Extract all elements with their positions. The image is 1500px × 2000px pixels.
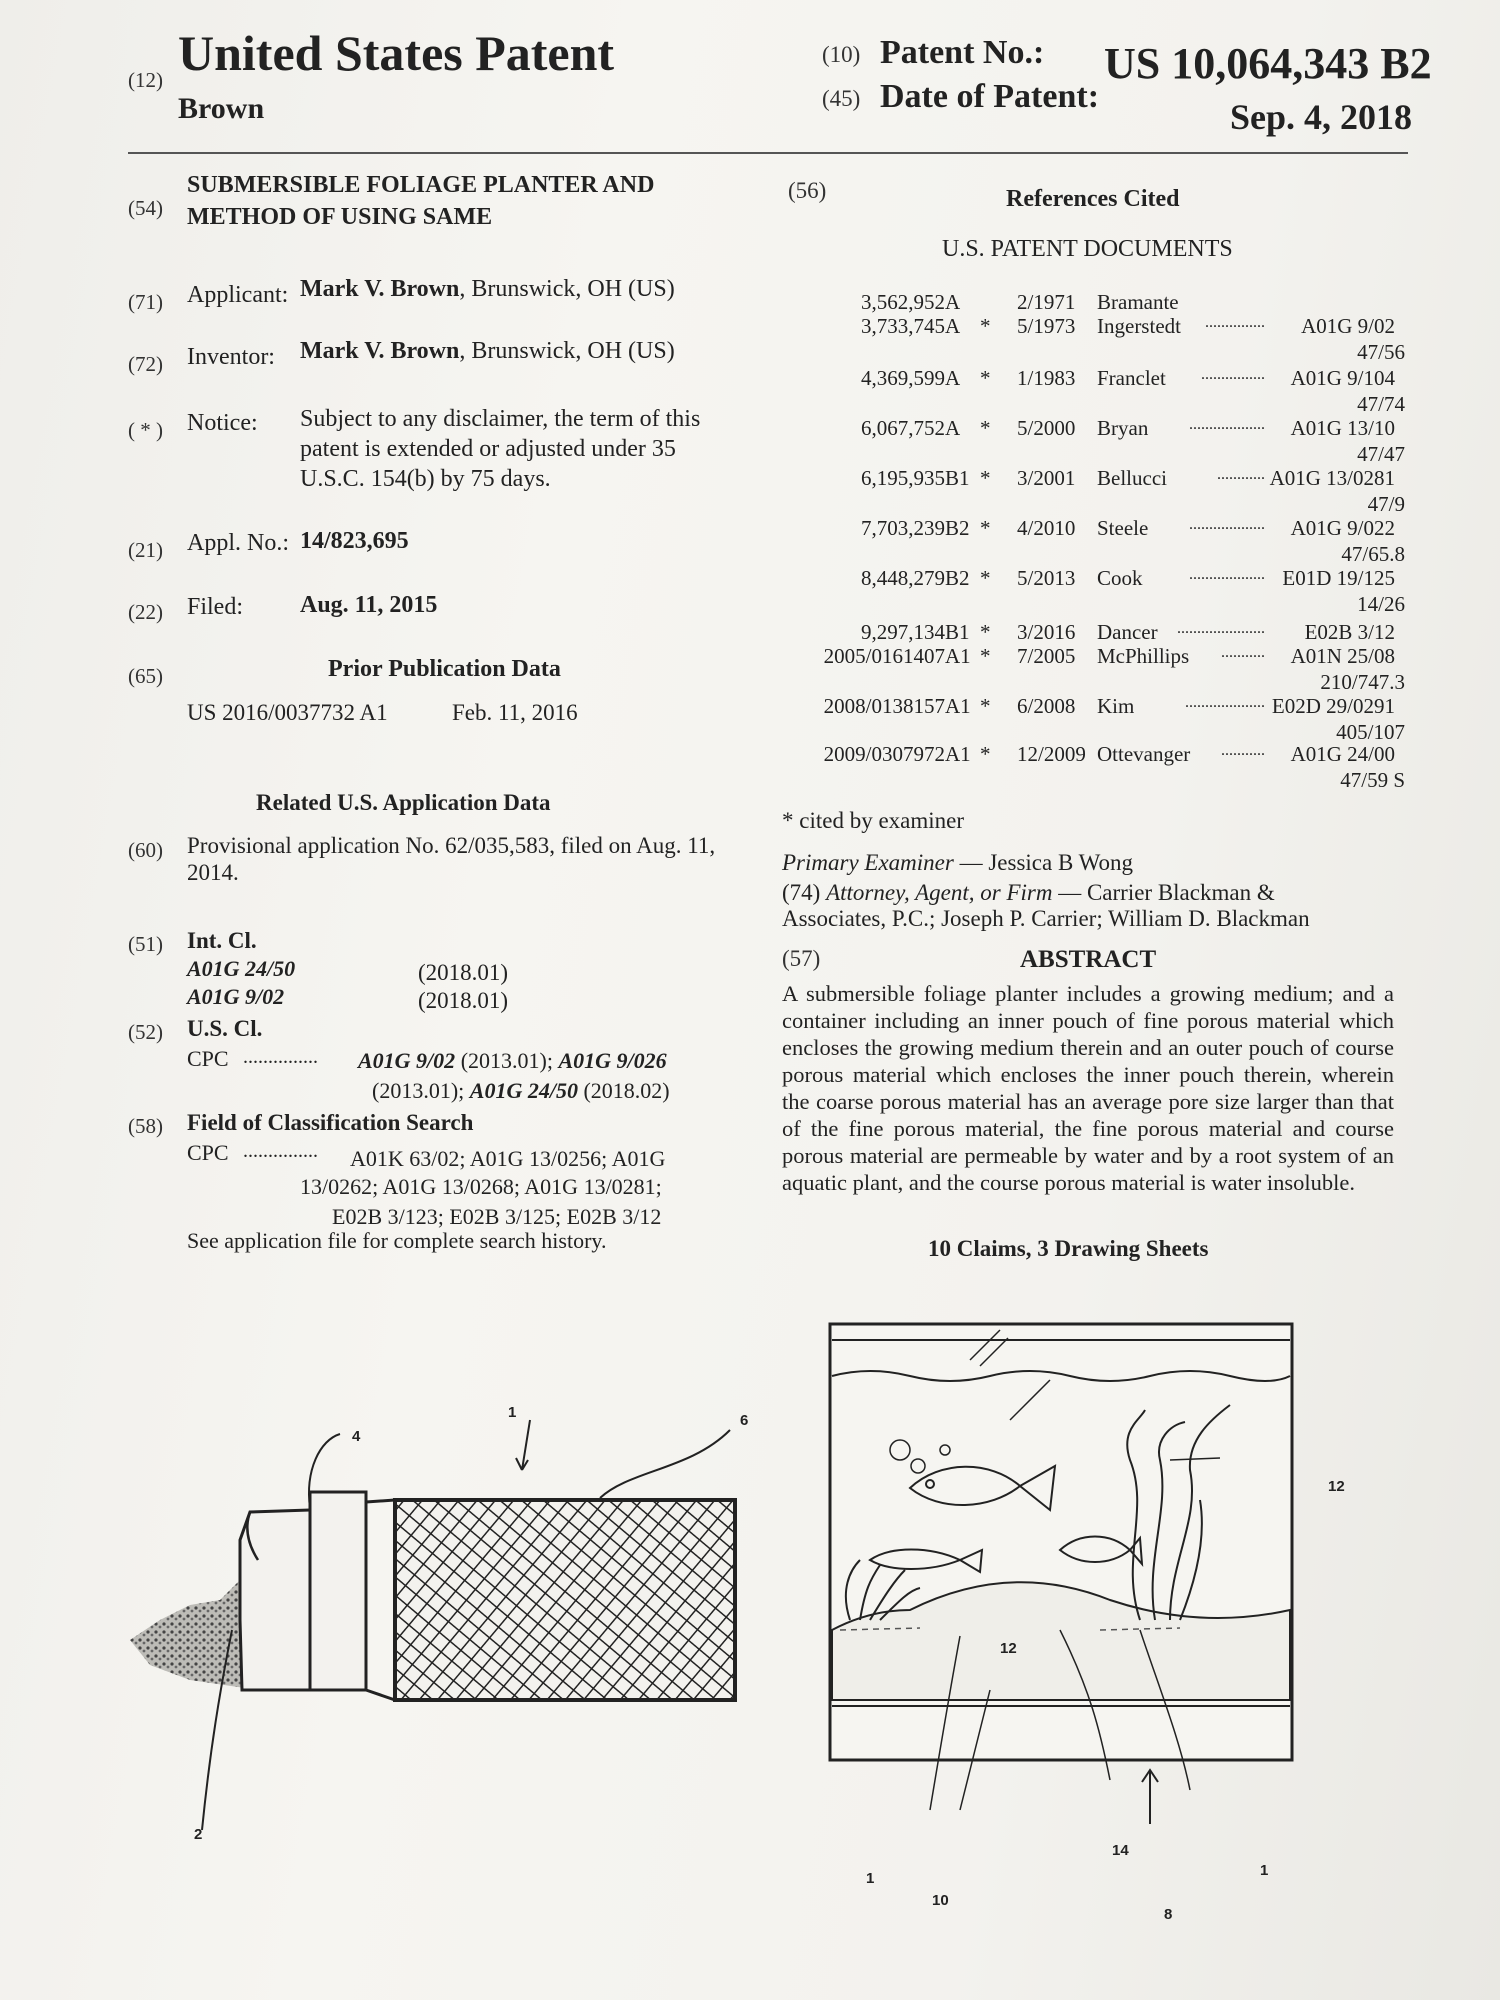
filed-date: Aug. 11, 2015 (300, 592, 438, 618)
reference-number: 3,562,952 (861, 290, 945, 314)
reference-kind: A (945, 314, 961, 338)
reference-continuation: 47/74 (1357, 392, 1405, 416)
code-54: (54) (128, 196, 163, 220)
inventor-name: Mark V. Brown (300, 338, 460, 364)
date-of-patent: Sep. 4, 2018 (1230, 97, 1413, 137)
reference-kind: A (945, 290, 961, 314)
patent-number: US 10,064,343 B2 (1104, 39, 1432, 88)
inventor (300, 338, 675, 365)
aquarium-figure (810, 1310, 1370, 1910)
reference-class: A01G 9/022 (1290, 516, 1395, 540)
planter-label-4: 4 (352, 1428, 361, 1445)
code-21: (21) (128, 538, 163, 562)
reference-dots: ...................... (1177, 620, 1265, 637)
us-cpc-version-2: (2013.01); (372, 1078, 470, 1103)
reference-class: A01G 9/104 (1290, 366, 1395, 390)
field-line1: A01K 63/02; A01G 13/0256; A01G (350, 1146, 666, 1171)
aquarium-label-1-left: 1 (866, 1870, 875, 1887)
document-title: United States Patent (178, 25, 615, 81)
int-cl-label: Int. Cl. (187, 928, 257, 953)
reference-row (785, 466, 1405, 492)
applicant-name: Mark V. Brown (300, 276, 460, 302)
reference-class: A01G 13/0281 (1269, 466, 1395, 490)
field-search-label: Field of Classification Search (187, 1110, 474, 1135)
reference-number: 7,703,239 (861, 516, 945, 540)
reference-name: Bryan (1097, 416, 1149, 440)
notice-label: Notice: (187, 410, 258, 436)
code-58: (58) (128, 1114, 163, 1138)
attorney-name-1: — Carrier Blackman & (1052, 880, 1275, 905)
attorney-line1 (782, 880, 1275, 906)
reference-number: 3,733,745 (861, 314, 945, 338)
reference-continuation: 47/47 (1357, 442, 1405, 466)
aquarium-label-10: 10 (932, 1892, 949, 1909)
appl-no: 14/823,695 (300, 528, 409, 554)
aquarium-label-12-mid: 12 (1000, 1640, 1017, 1657)
reference-row (785, 290, 1405, 316)
reference-row (785, 694, 1405, 720)
reference-dots: ............ (1217, 466, 1265, 483)
abstract-heading: ABSTRACT (1020, 946, 1157, 973)
reference-class: E02D 29/0291 (1271, 694, 1395, 718)
code-57: (57) (782, 946, 821, 971)
reference-date: 5/2000 (1017, 416, 1076, 440)
reference-dots: ................... (1189, 416, 1265, 433)
reference-dots: ............... (1205, 314, 1265, 331)
reference-number: 6,195,935 (861, 466, 945, 490)
planter-label-1: 1 (508, 1404, 517, 1421)
reference-kind: B1 (945, 466, 970, 490)
reference-class: E01D 19/125 (1282, 566, 1395, 590)
claims-line: 10 Claims, 3 Drawing Sheets (928, 1236, 1209, 1261)
reference-row (785, 314, 1405, 340)
field-cpc-label: CPC (187, 1140, 229, 1165)
prior-pub-heading: Prior Publication Data (328, 656, 561, 682)
aquarium-label-8: 8 (1164, 1906, 1173, 1923)
primary-examiner-name: — Jessica B Wong (953, 850, 1133, 875)
aquarium-label-14: 14 (1112, 1842, 1129, 1859)
reference-continuation: 47/65.8 (1341, 542, 1405, 566)
reference-row (785, 742, 1405, 768)
planter-label-2: 2 (194, 1826, 203, 1843)
reference-dots: ........... (1221, 742, 1265, 759)
reference-class: A01N 25/08 (1290, 644, 1395, 668)
reference-continuation: 47/9 (1367, 492, 1405, 516)
planter-label-6: 6 (740, 1412, 749, 1429)
reference-continuation: 14/26 (1357, 592, 1405, 616)
inventor-short: Brown (178, 92, 265, 125)
filed-label: Filed: (187, 594, 244, 620)
reference-date: 5/2013 (1017, 566, 1076, 590)
reference-class: E02B 3/12 (1304, 620, 1395, 644)
applicant-location: , Brunswick, OH (US) (459, 276, 675, 302)
reference-name: Ottevanger (1097, 742, 1191, 766)
code-notice: ( * ) (128, 418, 163, 442)
reference-name: Bellucci (1097, 466, 1167, 490)
reference-star: * (980, 620, 991, 644)
reference-number: 4,369,599 (861, 366, 945, 390)
reference-date: 7/2005 (1017, 644, 1076, 668)
cited-by-examiner: * cited by examiner (782, 808, 965, 833)
reference-class: A01G 13/10 (1290, 416, 1395, 440)
int-cl-version-1: (2018.01) (418, 960, 509, 985)
us-cpc-version-1: (2013.01); (455, 1048, 559, 1073)
reference-name: Cook (1097, 566, 1143, 590)
aquarium-label-12-top: 12 (1328, 1478, 1345, 1495)
inventor-label: Inventor: (187, 344, 275, 370)
reference-kind: A (945, 366, 961, 390)
applicant (300, 276, 675, 303)
see-application-file: See application file for complete search history. (187, 1228, 607, 1253)
code-12: (12) (128, 68, 163, 92)
int-cl-class-1: A01G 24/50 (187, 956, 296, 981)
us-patent-docs-heading: U.S. PATENT DOCUMENTS (942, 236, 1233, 262)
reference-star: * (980, 516, 991, 540)
date-of-patent-label: Date of Patent: (880, 78, 1100, 115)
reference-star: * (980, 314, 991, 338)
reference-kind: B2 (945, 566, 970, 590)
reference-name: Franclet (1097, 366, 1166, 390)
header-rule (128, 152, 1408, 154)
us-cpc-class-3: A01G 24/50 (469, 1078, 578, 1103)
inventor-location: , Brunswick, OH (US) (459, 338, 675, 364)
attorney-label: Attorney, Agent, or Firm (826, 880, 1053, 905)
reference-star: * (980, 742, 991, 766)
reference-name: Kim (1097, 694, 1135, 718)
pouch-flap (240, 1510, 310, 1690)
us-cpc-dots: ............... (243, 1046, 318, 1068)
reference-date: 3/2001 (1017, 466, 1076, 490)
reference-name: Steele (1097, 516, 1149, 540)
code-51: (51) (128, 932, 163, 956)
int-cl-version-2: (2018.01) (418, 988, 509, 1013)
reference-number: 8,448,279 (861, 566, 945, 590)
reference-name: Bramante (1097, 290, 1179, 314)
provisional-text: Provisional application No. 62/035,583, filed on Aug. 11, 2014. (187, 833, 716, 885)
reference-continuation: 47/56 (1357, 340, 1405, 364)
inner-pouch (310, 1492, 366, 1690)
reference-row (785, 644, 1405, 670)
references-heading: References Cited (1006, 186, 1180, 212)
reference-row (785, 516, 1405, 542)
appl-no-label: Appl. No.: (187, 530, 289, 556)
patent-no-label: Patent No.: (880, 34, 1045, 71)
field-cpc-dots: ............... (243, 1140, 318, 1162)
field-line2: 13/0262; A01G 13/0268; A01G 13/0281; (300, 1174, 662, 1199)
code-74: (74) (782, 880, 821, 905)
reference-number: 2008/0138157 (823, 694, 945, 718)
reference-class: A01G 24/00 (1290, 742, 1395, 766)
reference-continuation: 405/107 (1336, 720, 1405, 744)
invention-title-line1: SUBMERSIBLE FOLIAGE PLANTER AND (187, 172, 655, 198)
reference-date: 12/2009 (1017, 742, 1086, 766)
reference-date: 6/2008 (1017, 694, 1076, 718)
reference-name: Dancer (1097, 620, 1158, 644)
attorney-line2: Associates, P.C.; Joseph P. Carrier; William D. Blackman (782, 906, 1310, 931)
int-cl-class-2: A01G 9/02 (187, 984, 285, 1009)
reference-row (785, 366, 1405, 392)
reference-star: * (980, 566, 991, 590)
prior-pub-date: Feb. 11, 2016 (452, 700, 578, 725)
reference-row (785, 416, 1405, 442)
reference-dots: .................... (1185, 694, 1265, 711)
reference-star: * (980, 694, 991, 718)
primary-examiner-label: Primary Examiner (782, 850, 954, 875)
reference-dots: ........... (1221, 644, 1265, 661)
us-cpc-version-3: (2018.02) (577, 1078, 670, 1103)
reference-number: 6,067,752 (861, 416, 945, 440)
reference-kind: A1 (945, 644, 971, 668)
reference-star: * (980, 466, 991, 490)
prior-pub-no: US 2016/0037732 A1 (187, 700, 388, 725)
reference-name: Ingerstedt (1097, 314, 1181, 338)
reference-number: 9,297,134 (861, 620, 945, 644)
primary-examiner (782, 850, 1133, 876)
us-cpc-label: CPC (187, 1046, 229, 1071)
code-71: (71) (128, 290, 163, 314)
code-65: (65) (128, 664, 163, 688)
us-cpc-class-2: A01G 9/026 (558, 1048, 667, 1073)
abstract-text: A submersible foliage planter includes a growing medium; and a container including an inner pouch of fine porous material which encloses the growing medium therein and an outer pouch of course porous material which encloses the inner pouch therein, wherein the coarse porous material has an average pore size larger than that of the fine porous material, the fine porous material and course porous material are permeable by water and by a root system of an aquatic plant, and the course porous material is water insoluble. (782, 981, 1394, 1195)
reference-date: 2/1971 (1017, 290, 1076, 314)
reference-kind: A1 (945, 742, 971, 766)
us-cpc-class-1: A01G 9/02 (358, 1048, 456, 1073)
reference-date: 5/1973 (1017, 314, 1076, 338)
code-10: (10) (822, 42, 861, 67)
reference-row (785, 566, 1405, 592)
code-22: (22) (128, 600, 163, 624)
reference-date: 1/1983 (1017, 366, 1076, 390)
reference-date: 3/2016 (1017, 620, 1076, 644)
reference-number: 2009/0307972 (823, 742, 945, 766)
invention-title-line2: METHOD OF USING SAME (187, 204, 493, 230)
reference-kind: B1 (945, 620, 970, 644)
reference-kind: A (945, 416, 961, 440)
code-60: (60) (128, 838, 163, 862)
reference-dots: ................... (1189, 516, 1265, 533)
code-72: (72) (128, 352, 163, 376)
us-cpc-line2 (372, 1078, 670, 1104)
us-cpc-line1 (358, 1048, 667, 1074)
reference-star: * (980, 644, 991, 668)
reference-dots: ................ (1201, 366, 1265, 383)
aquarium-label-1-right: 1 (1260, 1862, 1269, 1879)
reference-dots: ................... (1189, 566, 1265, 583)
field-line3: E02B 3/123; E02B 3/125; E02B 3/12 (332, 1204, 662, 1229)
notice-text: Subject to any disclaimer, the term of this patent is extended or adjusted under 35 U.S.C. 154(b) by 75 days. (300, 406, 701, 492)
code-56: (56) (788, 178, 827, 203)
reference-date: 4/2010 (1017, 516, 1076, 540)
reference-continuation: 47/59 S (1340, 768, 1405, 792)
reference-kind: B2 (945, 516, 970, 540)
reference-name: McPhillips (1097, 644, 1190, 668)
reference-star: * (980, 366, 991, 390)
reference-number: 2005/0161407 (823, 644, 945, 668)
planter-figure (130, 1390, 770, 1870)
reference-star: * (980, 416, 991, 440)
reference-class: A01G 9/02 (1301, 314, 1395, 338)
reference-continuation: 210/747.3 (1320, 670, 1405, 694)
code-45: (45) (822, 86, 861, 111)
related-app-heading: Related U.S. Application Data (256, 790, 551, 815)
us-cl-label: U.S. Cl. (187, 1016, 263, 1041)
reference-row (785, 620, 1405, 646)
code-52: (52) (128, 1020, 163, 1044)
mesh-outer-pouch (395, 1500, 735, 1700)
reference-kind: A1 (945, 694, 971, 718)
applicant-label: Applicant: (187, 282, 289, 308)
